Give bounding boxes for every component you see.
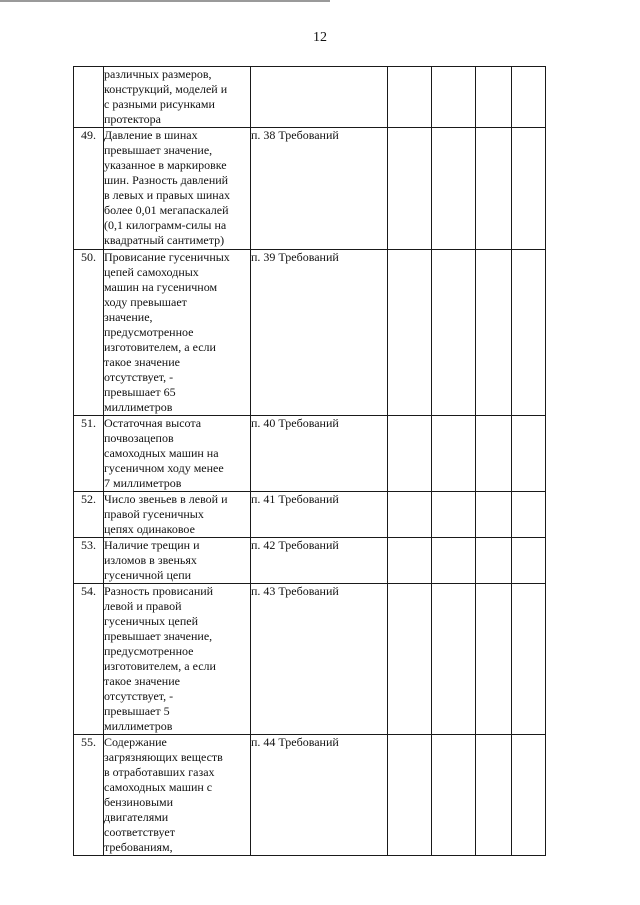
empty-check-cell <box>388 250 432 416</box>
description-line: Остаточная высота <box>104 416 202 430</box>
empty-check-cell <box>388 584 432 735</box>
requirement-reference: п. 38 Требований <box>251 128 388 250</box>
table-body <box>74 67 546 856</box>
item-number: 51. <box>74 416 104 492</box>
description-line: самоходных машин на <box>104 446 219 460</box>
requirement-reference: п. 39 Требований <box>251 250 388 416</box>
requirements-table <box>73 66 546 856</box>
empty-check-cell <box>512 584 546 735</box>
description-line: значение, <box>104 310 153 324</box>
table-row <box>74 735 546 856</box>
description-line: (0,1 килограмм-силы на <box>104 218 227 232</box>
description-line: соответствует <box>104 825 175 839</box>
item-description <box>104 416 251 492</box>
description-line: с разными рисунками <box>104 97 215 111</box>
empty-check-cell <box>476 250 512 416</box>
empty-check-cell <box>512 416 546 492</box>
empty-check-cell <box>432 584 476 735</box>
description-line: самоходных машин с <box>104 780 213 794</box>
empty-check-cell <box>432 735 476 856</box>
item-description <box>104 67 251 128</box>
empty-check-cell <box>476 128 512 250</box>
description-line: гусеничной цепи <box>104 568 192 582</box>
empty-check-cell <box>388 492 432 538</box>
description-line: в отработавших газах <box>104 765 215 779</box>
empty-check-cell <box>512 128 546 250</box>
description-line: Содержание <box>104 735 167 749</box>
item-description <box>104 735 251 856</box>
description-line: гусеничном ходу менее <box>104 461 224 475</box>
empty-check-cell <box>476 492 512 538</box>
requirement-reference: п. 44 Требований <box>251 735 388 856</box>
description-line: шин. Разность давлений <box>104 173 229 187</box>
empty-check-cell <box>432 492 476 538</box>
empty-check-cell <box>512 67 546 128</box>
empty-check-cell <box>476 416 512 492</box>
description-line: Разность провисаний <box>104 584 214 598</box>
description-line: Число звеньев в левой и <box>104 492 228 506</box>
table-row <box>74 250 546 416</box>
empty-check-cell <box>432 128 476 250</box>
item-number: 52. <box>74 492 104 538</box>
empty-check-cell <box>476 584 512 735</box>
description-line: изломов в звеньях <box>104 553 197 567</box>
description-line: квадратный сантиметр) <box>104 233 225 247</box>
item-number: 49. <box>74 128 104 250</box>
item-description <box>104 492 251 538</box>
requirement-reference <box>251 67 388 128</box>
description-line: указанное в маркировке <box>104 158 227 172</box>
description-line: отсутствует, - <box>104 689 174 703</box>
item-description <box>104 538 251 584</box>
table-row <box>74 538 546 584</box>
empty-check-cell <box>432 416 476 492</box>
empty-check-cell <box>476 67 512 128</box>
requirement-reference: п. 40 Требований <box>251 416 388 492</box>
description-line: изготовителем, а если <box>104 659 216 673</box>
description-line: Наличие трещин и <box>104 538 200 552</box>
description-line: Провисание гусеничных <box>104 250 230 264</box>
table-row <box>74 492 546 538</box>
page-number: 12 <box>313 30 327 45</box>
description-line: конструкций, моделей и <box>104 82 228 96</box>
table-row <box>74 584 546 735</box>
empty-check-cell <box>512 538 546 584</box>
item-number <box>74 67 104 128</box>
empty-check-cell <box>476 538 512 584</box>
empty-check-cell <box>432 538 476 584</box>
table-row <box>74 128 546 250</box>
scan-top-edge-line <box>0 0 330 2</box>
description-line: цепях одинаковое <box>104 522 195 536</box>
description-line: предусмотренное <box>104 644 194 658</box>
empty-check-cell <box>388 735 432 856</box>
description-line: ходу превышает <box>104 295 187 309</box>
description-line: предусмотренное <box>104 325 194 339</box>
item-number: 55. <box>74 735 104 856</box>
description-line: отсутствует, - <box>104 370 174 384</box>
description-line: загрязняющих веществ <box>104 750 223 764</box>
table-row <box>74 67 546 128</box>
empty-check-cell <box>512 250 546 416</box>
item-description <box>104 584 251 735</box>
description-line: более 0,01 мегапаскалей <box>104 203 229 217</box>
item-number: 54. <box>74 584 104 735</box>
description-line: миллиметров <box>104 719 173 733</box>
empty-check-cell <box>388 538 432 584</box>
description-line: превышает 5 <box>104 704 170 718</box>
description-line: изготовителем, а если <box>104 340 216 354</box>
table-row <box>74 416 546 492</box>
description-line: двигателями <box>104 810 169 824</box>
description-line: гусеничных цепей <box>104 614 199 628</box>
description-line: превышает значение, <box>104 143 213 157</box>
requirement-reference: п. 42 Требований <box>251 538 388 584</box>
item-number: 53. <box>74 538 104 584</box>
item-description <box>104 250 251 416</box>
description-line: миллиметров <box>104 400 173 414</box>
description-line: такое значение <box>104 355 180 369</box>
description-line: левой и правой <box>104 599 182 613</box>
description-line: в левых и правых шинах <box>104 188 231 202</box>
empty-check-cell <box>512 492 546 538</box>
description-line: Давление в шинах <box>104 128 198 142</box>
empty-check-cell <box>388 67 432 128</box>
description-line: бензиновыми <box>104 795 174 809</box>
empty-check-cell <box>388 416 432 492</box>
item-number: 50. <box>74 250 104 416</box>
description-line: 7 миллиметров <box>104 476 182 490</box>
description-line: почвозацепов <box>104 431 174 445</box>
item-description <box>104 128 251 250</box>
empty-check-cell <box>512 735 546 856</box>
description-line: требованиям, <box>104 840 173 854</box>
empty-check-cell <box>388 128 432 250</box>
description-line: различных размеров, <box>104 67 212 81</box>
description-line: превышает значение, <box>104 629 213 643</box>
description-line: правой гусеничных <box>104 507 204 521</box>
empty-check-cell <box>476 735 512 856</box>
description-line: протектора <box>104 112 161 126</box>
description-line: машин на гусеничном <box>104 280 218 294</box>
description-line: такое значение <box>104 674 180 688</box>
requirement-reference: п. 41 Требований <box>251 492 388 538</box>
description-line: цепей самоходных <box>104 265 199 279</box>
requirement-reference: п. 43 Требований <box>251 584 388 735</box>
description-line: превышает 65 <box>104 385 176 399</box>
empty-check-cell <box>432 250 476 416</box>
empty-check-cell <box>432 67 476 128</box>
